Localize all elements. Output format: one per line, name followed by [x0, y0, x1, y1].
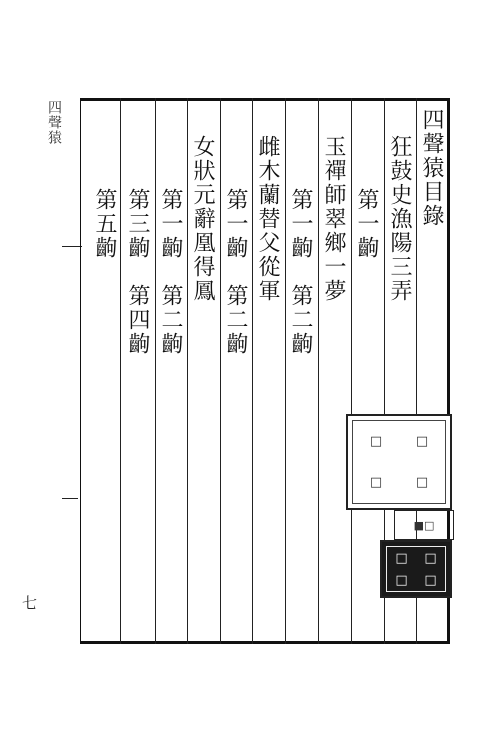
page-number: 七 — [22, 594, 38, 612]
play-title-4: 女狀元辭凰得鳳 — [190, 135, 215, 303]
toc-title: 四聲猿目錄 — [419, 108, 444, 228]
play-title-1: 狂鼓史漁陽三弄 — [387, 135, 412, 303]
margin-title: 四聲猿 — [46, 100, 62, 145]
act-list-4a: 第一齣 第二齣 — [158, 188, 183, 356]
small-seal-icon: ■□ — [394, 510, 454, 540]
column-rule — [252, 98, 253, 644]
fold-mark — [62, 246, 82, 247]
play-title-2: 玉禪師翠鄉一夢 — [321, 135, 346, 303]
act-list-4b: 第三齣 第四齣 — [125, 188, 150, 356]
seal-upper-icon: □ □ □ □ — [346, 414, 452, 510]
act-list-3: 第一齣 第二齣 — [223, 188, 248, 356]
column-rule — [351, 98, 352, 644]
column-rule — [220, 98, 221, 644]
act-list-1: 第一齣 — [354, 188, 379, 260]
column-rule — [318, 98, 319, 644]
seal-lower-icon: □ □ □ □ — [380, 540, 452, 598]
act-list-2: 第一齣 第二齣 — [288, 188, 313, 356]
column-rule — [155, 98, 156, 644]
fold-mark-lower — [62, 498, 78, 499]
play-title-3: 雌木蘭替父從軍 — [255, 135, 280, 303]
column-rule — [187, 98, 188, 644]
act-list-4c: 第五齣 — [92, 188, 117, 260]
column-rule — [285, 98, 286, 644]
column-rule — [120, 98, 121, 644]
